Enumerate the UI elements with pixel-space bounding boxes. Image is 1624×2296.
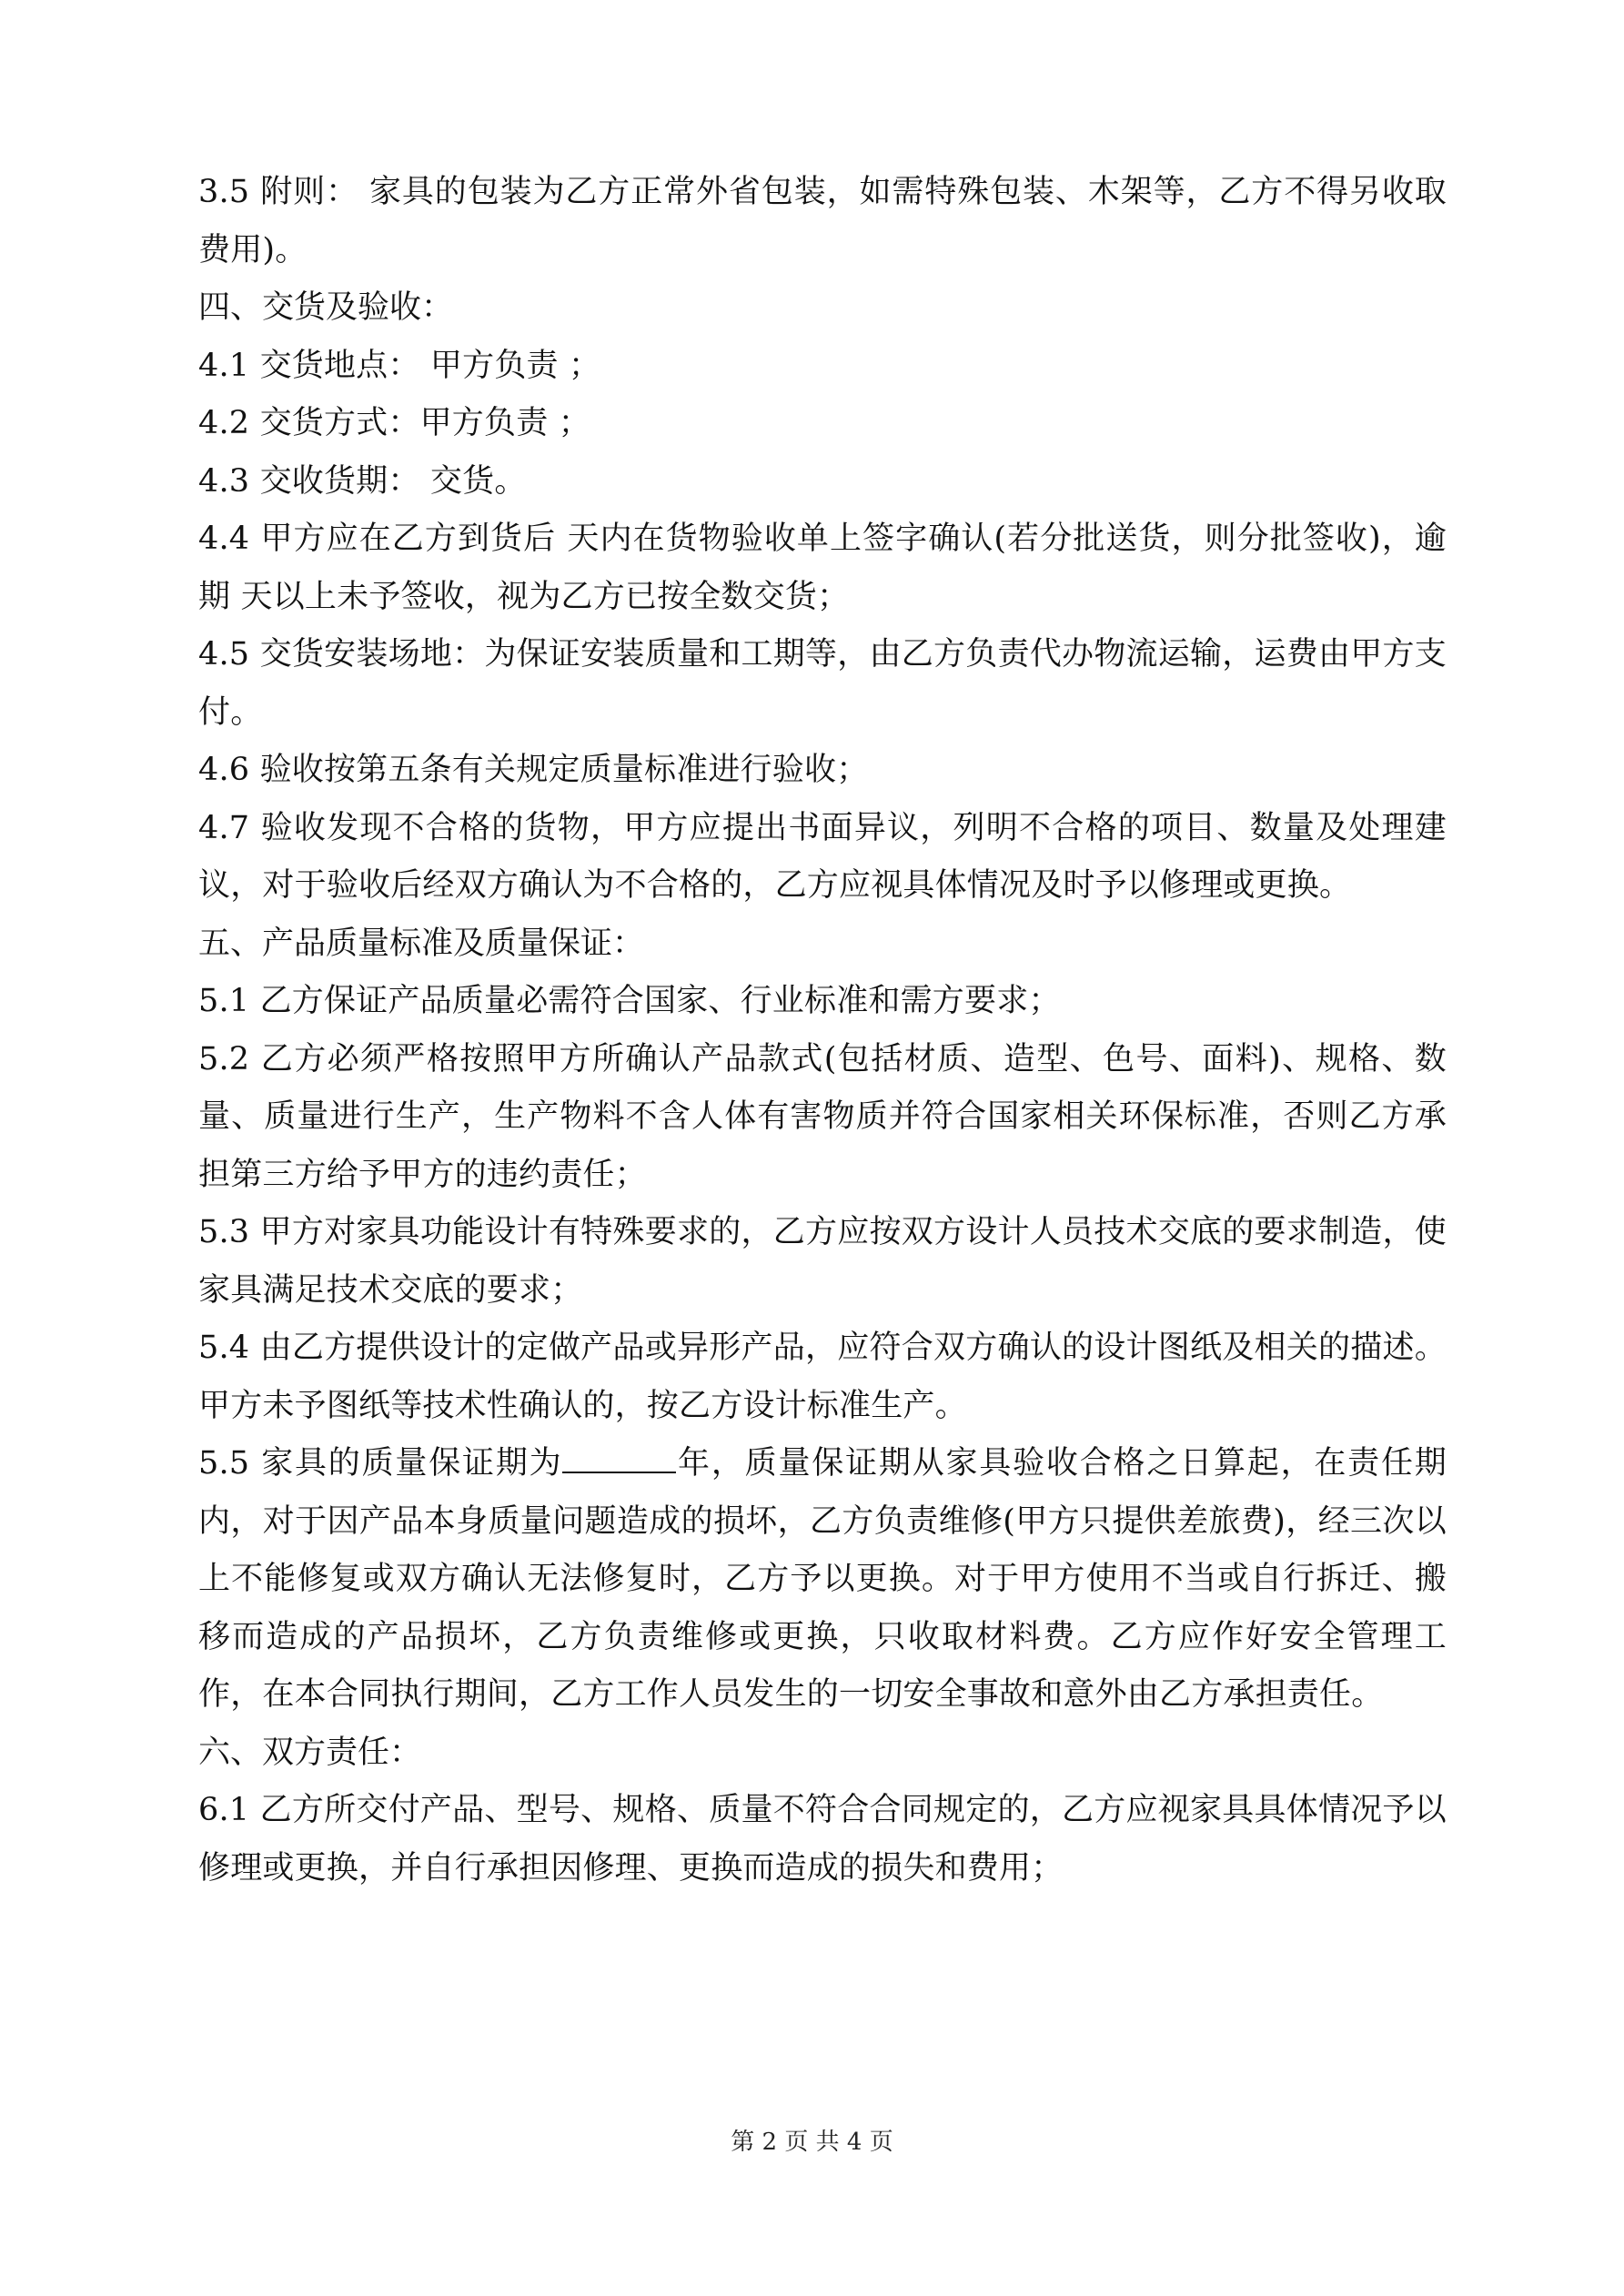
document-body [198, 164, 1447, 1897]
section-heading-5: 五、产品质量标准及质量保证： [198, 925, 645, 962]
page-footer: 第 2 页 共 4 页 [731, 2129, 893, 2156]
clause-5-5 [198, 1435, 1447, 1725]
clause-5-3: 5.3 甲方对家具功能设计有特殊要求的，乙方应按双方设计人员技术交底的要求制造，使家具满足技术交底的要求； [198, 1214, 1447, 1309]
clause-5-2: 5.2 乙方必须严格按照甲方所确认产品款式(包括材质、造型、色号、面料)、规格、数量、质量进行生产，生产物料不含人体有害物质并符合国家相关环保标准，否则乙方承担第三方给予甲方的违约责任； [198, 1040, 1447, 1193]
section-heading-6: 六、双方责任： [198, 1734, 422, 1771]
clause-5-1: 5.1 乙方保证产品质量必需符合国家、行业标准和需方要求； [198, 983, 1061, 1019]
clause-4-6: 4.6 验收按第五条有关规定质量标准进行验收； [198, 752, 869, 788]
clause-5-5-rest: 年，质量保证期从家具验收合格之日算起，在责任期内，对于因产品本身质量问题造成的损坏，乙方负责维修(甲方只提供差旅费)，经三次以上不能修复或双方确认无法修复时，乙方予以更换。对于甲方使用不当或自行拆迁、搬移而造成的产品损坏，乙方负责维修或更换，只收取材料费。乙方应作好安全管理工作，在本合同执行期间，乙方工作人员发生的一切安全事故和意外由乙方承担责任。 [198, 1445, 1447, 1713]
clause-6-1: 6.1 乙方所交付产品、型号、规格、质量不符合合同规定的，乙方应视家具具体情况予以修理或更换，并自行承担因修理、更换而造成的损失和费用； [198, 1792, 1447, 1886]
section-heading-4: 四、交货及验收： [198, 289, 454, 326]
warranty-years-blank [562, 1444, 676, 1473]
clause-4-5: 4.5 交货安装场地：为保证安装质量和工期等，由乙方负责代办物流运输，运费由甲方支付。 [198, 636, 1447, 731]
clause-5-4: 5.4 由乙方提供设计的定做产品或异形产品，应符合双方确认的设计图纸及相关的描述。甲方未予图纸等技术性确认的，按乙方设计标准生产。 [198, 1330, 1447, 1424]
clause-4-2: 4.2 交货方式：甲方负责 ； [198, 405, 590, 441]
clause-4-1: 4.1 交货地点： 甲方负责 ； [198, 347, 601, 384]
clause-5-5-start: 5.5 家具的质量保证期为 [198, 1445, 563, 1482]
clause-4-4: 4.4 甲方应在乙方到货后 天内在货物验收单上签字确认(若分批送货，则分批签收)，逾期 天以上未予签收，视为乙方已按全数交货； [198, 521, 1447, 615]
clause-4-7: 4.7 验收发现不合格的货物，甲方应提出书面异议，列明不合格的项目、数量及处理建议，对于验收后经双方确认为不合格的，乙方应视具体情况及时予以修理或更换。 [198, 809, 1447, 904]
clause-4-3: 4.3 交收货期： 交货。 [198, 462, 527, 500]
clause-3-5: 3.5 附则： 家具的包装为乙方正常外省包装，如需特殊包装、木架等，乙方不得另收取费用)。 [198, 174, 1447, 268]
